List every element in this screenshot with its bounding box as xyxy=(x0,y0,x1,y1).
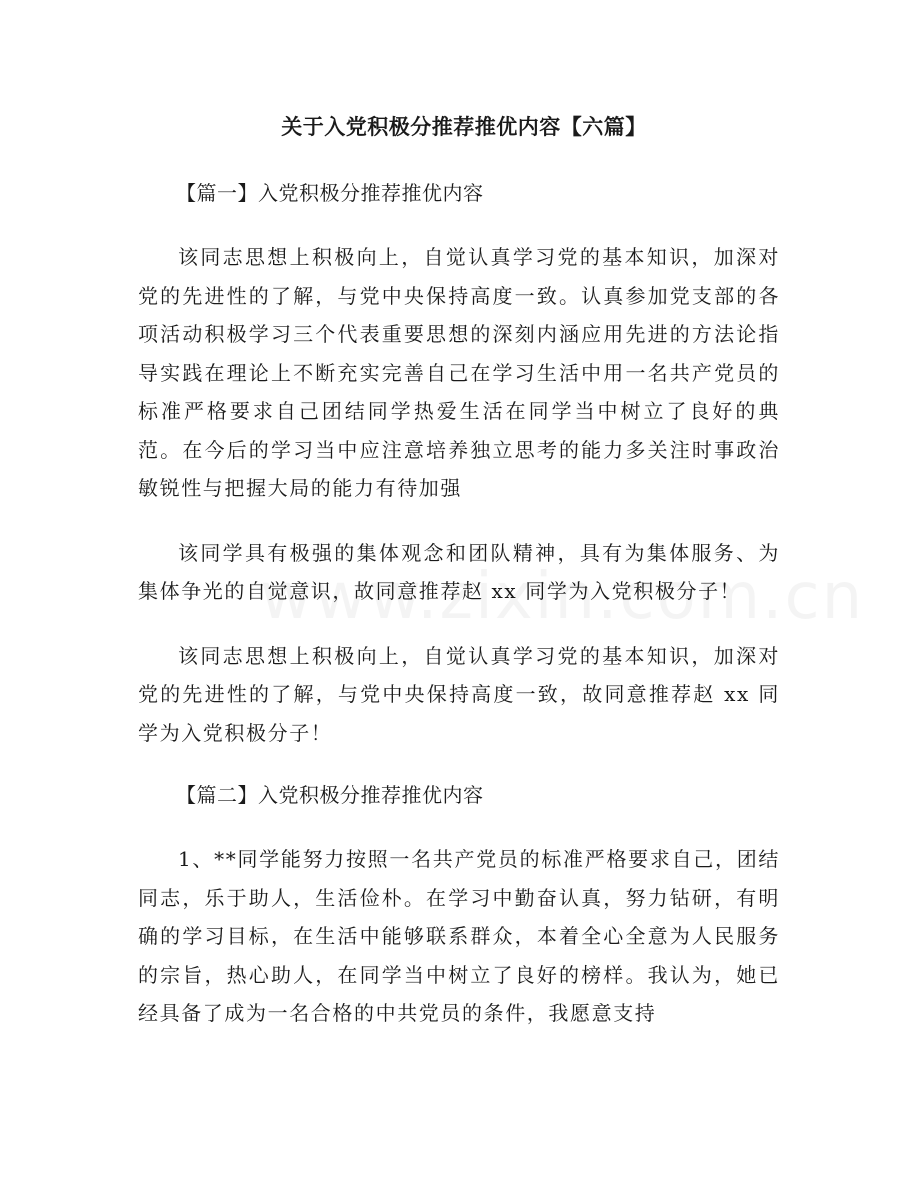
paragraph: 该同志思想上积极向上，自觉认真学习党的基本知识，加深对党的先进性的了解，与党中央保持高度一致。认真参加党支部的各项活动积极学习三个代表重要思想的深刻内涵应用先进的方法论指导实践在理论上不断充实完善自己在学习生活中用一名共产党员的标准严格要求自己团结同学热爱生活在同学当中树立了良好的典范。在今后的学习当中应注意培养独立思考的能力多关注时事政治敏锐性与把握大局的能力有待加强 xyxy=(138,245,780,500)
paragraph: 1、**同学能努力按照一名共产党员的标准严格要求自己，团结同志，乐于助人，生活俭朴。在学习中勤奋认真，努力钻研，有明确的学习目标，在生活中能够联系群众，本着全心全意为人民服务的宗旨，热心助人，在同学当中树立了良好的榜样。我认为，她已经具备了成为一名合格的中共党员的条件，我愿意支持 xyxy=(138,847,780,1025)
section-2 xyxy=(138,778,780,1033)
section-heading: 【篇二】入党积极分推荐推优内容 xyxy=(176,783,484,807)
paragraph: 该同志思想上积极向上，自觉认真学习党的基本知识，加深对党的先进性的了解，与党中央保持高度一致，故同意推荐赵 xx 同学为入党积极分子！ xyxy=(138,643,780,745)
document-title: 关于入党积极分推荐推优内容【六篇】 xyxy=(281,114,647,139)
paragraph: 该同学具有极强的集体观念和团队精神，具有为集体服务、为集体争光的自觉意识，故同意推荐赵 xx 同学为入党积极分子！ xyxy=(138,540,780,603)
section-heading: 【篇一】入党积极分推荐推优内容 xyxy=(176,181,484,205)
section-1 xyxy=(138,176,780,752)
